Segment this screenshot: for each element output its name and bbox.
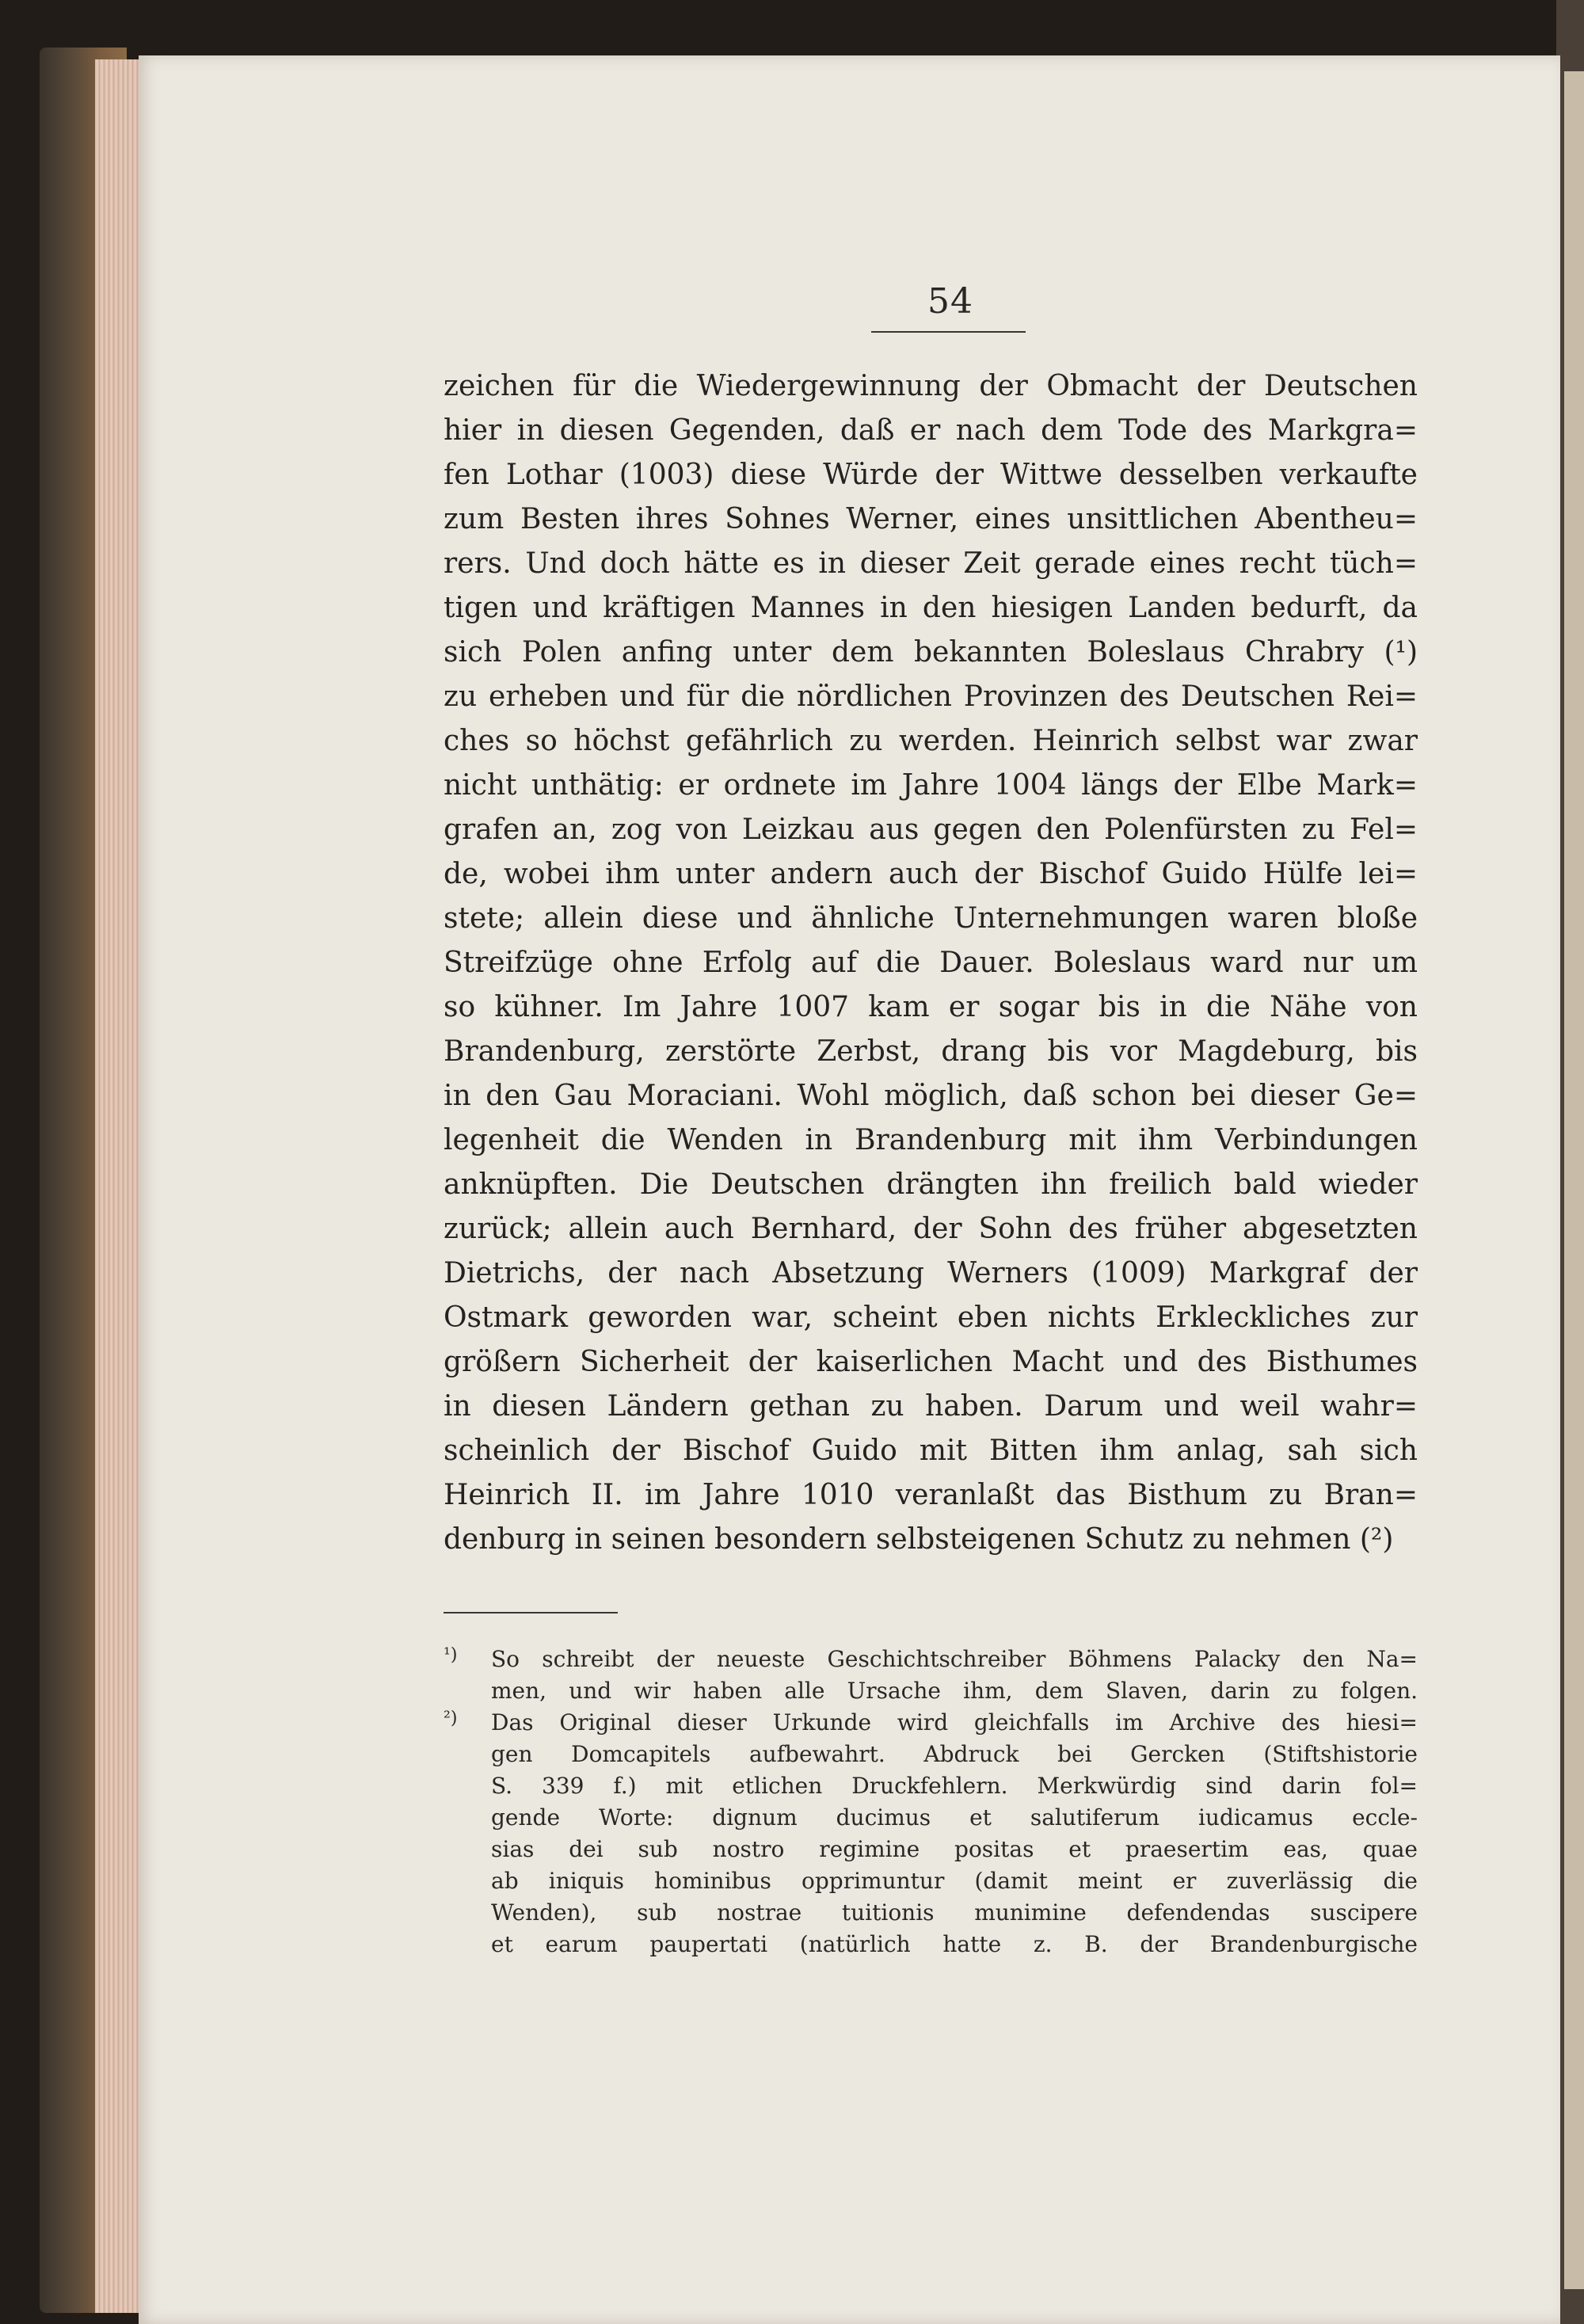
text-line: nicht unthätig: er ordnete im Jahre 1004 längs der Elbe Mark= xyxy=(444,769,1418,802)
body-text xyxy=(444,364,1418,1562)
text-line: zurück; allein auch Bernhard, der Sohn des früher abgesetzten xyxy=(444,1213,1418,1245)
footnote-text: ab iniquis hominibus opprimuntur (damit meint er zuverlässig die xyxy=(491,1868,1418,1894)
text-line: denburg in seinen besondern selbsteigenen Schutz zu nehmen (²) xyxy=(444,1523,1394,1556)
footnote-text: men, und wir haben alle Ursache ihm, dem Slaven, darin zu folgen. xyxy=(491,1678,1418,1704)
text-line: größern Sicherheit der kaiserlichen Macht und des Bisthumes xyxy=(444,1346,1418,1378)
page-number: 54 xyxy=(927,281,973,322)
text-line: grafen an, zog von Leizkau aus gegen den Polenfürsten zu Fel= xyxy=(444,813,1418,846)
footnote-text: So schreibt der neueste Geschichtschreiber Böhmens Palacky den Na= xyxy=(491,1646,1418,1672)
text-line: rers. Und doch hätte es in dieser Zeit gerade eines recht tüch= xyxy=(444,547,1418,580)
text-line: Ostmark geworden war, scheint eben nichts Erkleckliches zur xyxy=(444,1301,1418,1334)
text-line: zum Besten ihres Sohnes Werner, eines unsittlichen Abentheu= xyxy=(444,503,1418,535)
facing-page-edge xyxy=(1564,71,1584,2289)
text-line: so kühner. Im Jahre 1007 kam er sogar bis in die Nähe von xyxy=(444,991,1418,1023)
text-line: Dietrichs, der nach Absetzung Werners (1009) Markgraf der xyxy=(444,1257,1418,1290)
footnote-text: Wenden), sub nostrae tuitionis munimine defendendas suscipere xyxy=(491,1899,1418,1926)
footnote-text: gen Domcapitels aufbewahrt. Abdruck bei Gercken (Stiftshistorie xyxy=(491,1741,1418,1767)
text-line: Streifzüge ohne Erfolg auf die Dauer. Boleslaus ward nur um xyxy=(444,947,1418,979)
footnote-rule xyxy=(444,1612,618,1613)
footnote-text: S. 339 f.) mit etlichen Druckfehlern. Merkwürdig sind darin fol= xyxy=(491,1773,1418,1799)
footnote-text: Das Original dieser Urkunde wird gleichfalls im Archive des hiesi= xyxy=(491,1709,1418,1735)
footnote-marker: ¹) xyxy=(444,1645,458,1665)
footnote-marker: ²) xyxy=(444,1709,458,1728)
text-line: stete; allein diese und ähnliche Unternehmungen waren bloße xyxy=(444,902,1418,935)
text-line: de, wobei ihm unter andern auch der Bischof Guido Hülfe lei= xyxy=(444,858,1418,890)
text-line: in diesen Ländern gethan zu haben. Darum und weil wahr= xyxy=(444,1390,1418,1423)
text-line: anknüpften. Die Deutschen drängten ihn freilich bald wieder xyxy=(444,1168,1418,1201)
footnote-text: et earum paupertati (natürlich hatte z. B. der Brandenburgische xyxy=(491,1931,1418,1957)
footnotes xyxy=(444,1644,1418,1960)
text-line: legenheit die Wenden in Brandenburg mit ihm Verbindungen xyxy=(444,1124,1418,1156)
text-line: tigen und kräftigen Mannes in den hiesigen Landen bedurft, da xyxy=(444,592,1418,624)
page-number-rule xyxy=(871,331,1026,333)
text-line: zeichen für die Wiedergewinnung der Obmacht der Deutschen xyxy=(444,370,1418,402)
text-line: scheinlich der Bischof Guido mit Bitten ihm anlag, sah sich xyxy=(444,1434,1418,1467)
footnote-2-first-line xyxy=(444,1707,1418,1739)
text-line: Brandenburg, zerstörte Zerbst, drang bis vor Magdeburg, bis xyxy=(444,1035,1418,1068)
footnote-1-first-line xyxy=(444,1644,1418,1675)
footnote-text: sias dei sub nostro regimine positas et praesertim eas, quae xyxy=(491,1836,1418,1862)
text-line: zu erheben und für die nördlichen Provinzen des Deutschen Rei= xyxy=(444,680,1418,713)
text-line: ches so höchst gefährlich zu werden. Heinrich selbst war zwar xyxy=(444,725,1418,757)
footnote-text: gende Worte: dignum ducimus et salutiferum iudicamus eccle- xyxy=(491,1804,1418,1831)
text-line: Heinrich II. im Jahre 1010 veranlaßt das Bisthum zu Bran= xyxy=(444,1479,1418,1511)
text-line: hier in diesen Gegenden, daß er nach dem Tode des Markgra= xyxy=(444,414,1418,447)
text-line: fen Lothar (1003) diese Würde der Wittwe desselben verkaufte xyxy=(444,459,1418,491)
text-line: sich Polen anfing unter dem bekannten Boleslaus Chrabry (¹) xyxy=(444,636,1418,669)
text-line: in den Gau Moraciani. Wohl möglich, daß schon bei dieser Ge= xyxy=(444,1080,1418,1112)
